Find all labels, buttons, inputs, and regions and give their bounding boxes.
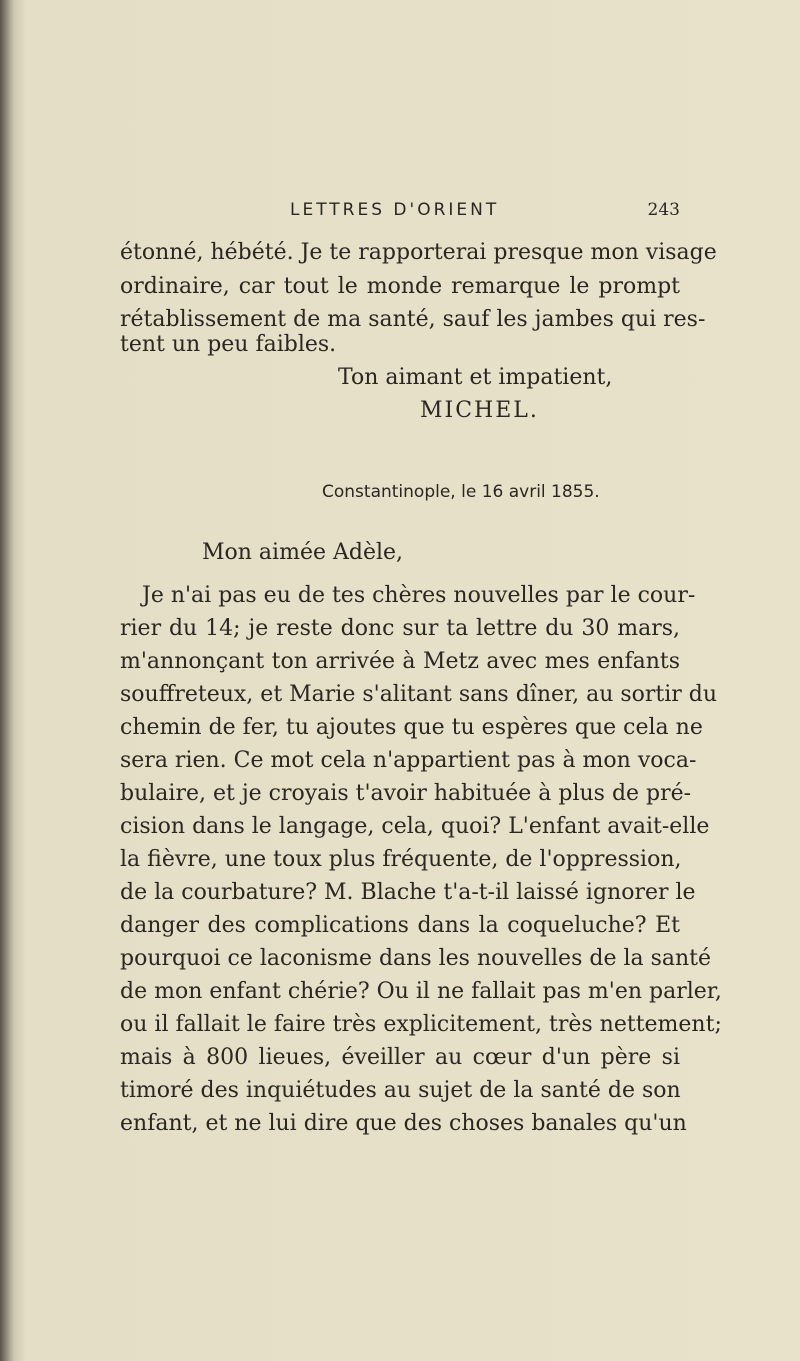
text-line: bulaire, et je croyais t'avoir habituée à plus de pré- [120, 781, 692, 806]
text-line: sera rien. Ce mot cela n'appartient pas à mon voca- [120, 748, 697, 773]
text-line: enfant, et ne lui dire que des choses banales qu'un [120, 1111, 687, 1136]
letter-signature: MICHEL. [420, 398, 539, 423]
text-line: la fièvre, une toux plus fréquente, de l'oppression, [120, 847, 682, 872]
page-header [120, 200, 680, 230]
letter-dateline: Constantinople, le 16 avril 1855. [322, 482, 600, 502]
text-line: rier du 14; je reste donc sur ta lettre du 30 mars, [120, 616, 680, 641]
text-line: m'annonçant ton arrivée à Metz avec mes enfants [120, 649, 680, 674]
text-line: souffreteux, et Marie s'alitant sans dîner, au sortir du [120, 682, 718, 707]
running-title: LETTRES D'ORIENT [290, 200, 500, 220]
text-line: tent un peu faibles. [120, 332, 337, 357]
text-line: ou il fallait le faire très explicitement, très nettement; [120, 1012, 722, 1037]
text-line: cision dans le langage, cela, quoi? L'enfant avait-elle [120, 814, 710, 839]
text-line: ordinaire, car tout le monde remarque le prompt [120, 274, 680, 299]
text-line: rétablissement de ma santé, sauf les jambes qui res- [120, 307, 706, 332]
letter-closing: Ton aimant et impatient, [338, 365, 613, 390]
text-line: de la courbature? M. Blache t'a-t-il laissé ignorer le [120, 880, 696, 905]
letter-salutation: Mon aimée Adèle, [202, 540, 404, 565]
text-line: pourquoi ce laconisme dans les nouvelles de la santé [120, 946, 712, 971]
text-line: de mon enfant chérie? Ou il ne fallait pas m'en parler, [120, 979, 722, 1004]
text-line: danger des complications dans la coqueluche? Et [120, 913, 680, 938]
text-line: chemin de fer, tu ajoutes que tu espères que cela ne [120, 715, 703, 740]
text-line: timoré des inquiétudes au sujet de la santé de son [120, 1078, 681, 1103]
text-line: Je n'ai pas eu de tes chères nouvelles par le cour- [142, 583, 696, 608]
text-line: étonné, hébété. Je te rapporterai presque mon visage [120, 240, 717, 265]
text-line: mais à 800 lieues, éveiller au cœur d'un père si [120, 1045, 680, 1070]
page-number: 243 [647, 200, 680, 220]
